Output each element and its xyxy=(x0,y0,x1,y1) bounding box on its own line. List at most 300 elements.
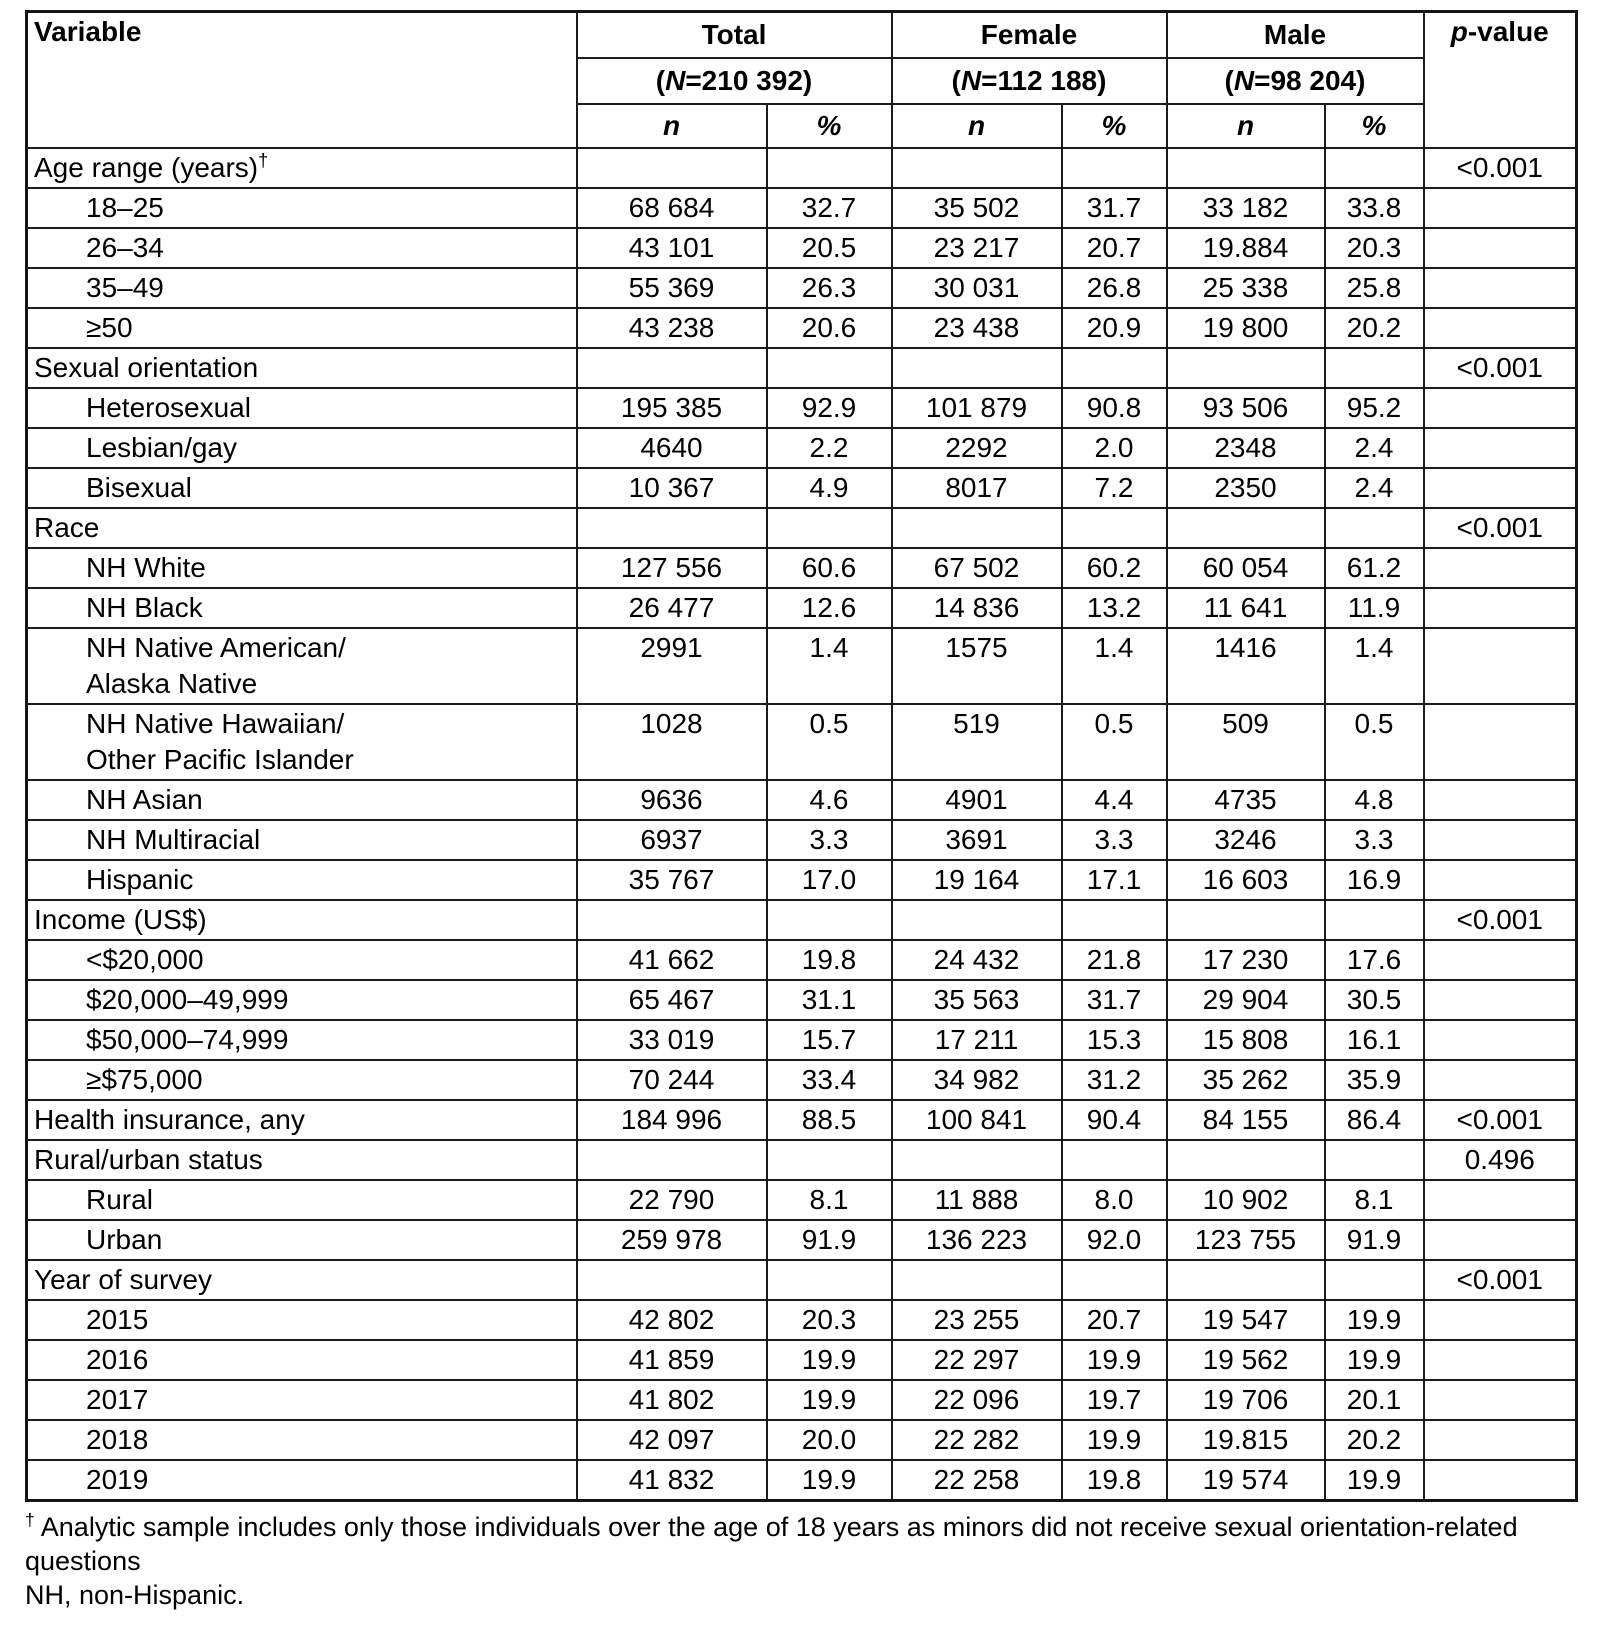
female-pct-cell: 31.7 xyxy=(1062,980,1167,1020)
total-n-cell: 41 662 xyxy=(577,940,767,980)
variable-cell xyxy=(27,228,577,268)
row-label: 26–34 xyxy=(86,231,164,263)
total-pct-cell xyxy=(767,348,892,388)
total-pct-cell: 17.0 xyxy=(767,860,892,900)
row-label: 2016 xyxy=(86,1343,149,1375)
total-pct-cell xyxy=(767,900,892,940)
female-pct-cell: 7.2 xyxy=(1062,468,1167,508)
male-n-cell: 29 904 xyxy=(1167,980,1325,1020)
male-pct-cell: 86.4 xyxy=(1325,1100,1424,1140)
male-pct-cell: 20.2 xyxy=(1325,308,1424,348)
row-label: NH Black xyxy=(86,591,203,623)
male-n-cell: 84 155 xyxy=(1167,1100,1325,1140)
row-label: 2015 xyxy=(86,1303,149,1335)
p-symbol: p xyxy=(1450,16,1468,47)
female-n-cell: 1575 xyxy=(892,628,1062,704)
total-n-cell: 43 101 xyxy=(577,228,767,268)
male-n-cell: 60 054 xyxy=(1167,548,1325,588)
male-pct-cell: 95.2 xyxy=(1325,388,1424,428)
p-value-cell xyxy=(1424,228,1577,268)
paren: ( xyxy=(1224,64,1234,96)
male-n-cell: 4735 xyxy=(1167,780,1325,820)
variable-cell xyxy=(27,548,577,588)
paren: ( xyxy=(951,64,961,96)
male-pct-cell: 25.8 xyxy=(1325,268,1424,308)
row-label: $50,000–74,999 xyxy=(86,1023,289,1055)
p-value-cell: <0.001 xyxy=(1424,348,1577,388)
total-n-cell: 4640 xyxy=(577,428,767,468)
footnote-dagger-text: Analytic sample includes only those individuals over the age of 18 years as minors did not receive sexual orientation-related questions xyxy=(25,1511,1518,1576)
male-pct-cell: 17.6 xyxy=(1325,940,1424,980)
total-pct-cell: 3.3 xyxy=(767,820,892,860)
female-pct-cell: 2.0 xyxy=(1062,428,1167,468)
variable-cell xyxy=(27,428,577,468)
p-value-cell xyxy=(1424,1180,1577,1220)
female-n-cell: 23 255 xyxy=(892,1300,1062,1340)
p-value-cell xyxy=(1424,1020,1577,1060)
total-n-cell: 70 244 xyxy=(577,1060,767,1100)
male-n-cell: 10 902 xyxy=(1167,1180,1325,1220)
total-pct-cell: 88.5 xyxy=(767,1100,892,1140)
male-n-cell: 93 506 xyxy=(1167,388,1325,428)
total-n-cell xyxy=(577,508,767,548)
male-pct-cell: 11.9 xyxy=(1325,588,1424,628)
total-pct-cell: 19.8 xyxy=(767,940,892,980)
male-pct-cell: 16.1 xyxy=(1325,1020,1424,1060)
total-n-header: n xyxy=(577,104,767,148)
female-n-cell: 23 217 xyxy=(892,228,1062,268)
n-symbol: N xyxy=(665,64,686,96)
male-pct-cell: 20.3 xyxy=(1325,228,1424,268)
male-n-cell: 15 808 xyxy=(1167,1020,1325,1060)
column-header-female: Female xyxy=(892,12,1167,58)
total-pct-cell: 0.5 xyxy=(767,704,892,780)
total-n-cell xyxy=(577,900,767,940)
total-pct-cell: 20.6 xyxy=(767,308,892,348)
table-row xyxy=(27,548,1577,588)
female-pct-cell: 19.8 xyxy=(1062,1460,1167,1501)
female-pct-cell xyxy=(1062,1140,1167,1180)
total-n-cell: 41 832 xyxy=(577,1460,767,1501)
p-value-cell xyxy=(1424,428,1577,468)
table-row xyxy=(27,780,1577,820)
female-pct-cell: 19.7 xyxy=(1062,1380,1167,1420)
table-row xyxy=(27,1220,1577,1260)
female-n-cell: 22 096 xyxy=(892,1380,1062,1420)
total-n-cell: 43 238 xyxy=(577,308,767,348)
table-row xyxy=(27,388,1577,428)
row-label: Lesbian/gay xyxy=(86,431,238,463)
table-row xyxy=(27,980,1577,1020)
table-row xyxy=(27,308,1577,348)
p-value-cell xyxy=(1424,588,1577,628)
table-row xyxy=(27,148,1577,188)
male-pct-cell: 19.9 xyxy=(1325,1340,1424,1380)
row-label: 18–25 xyxy=(86,191,164,223)
female-pct-cell: 3.3 xyxy=(1062,820,1167,860)
column-header-p-value xyxy=(1424,12,1577,148)
male-n-cell: 1416 xyxy=(1167,628,1325,704)
p-value-suffix: -value xyxy=(1467,16,1549,47)
male-n-cell: 2348 xyxy=(1167,428,1325,468)
table-row xyxy=(27,228,1577,268)
variable-cell xyxy=(27,1260,577,1300)
variable-cell xyxy=(27,860,577,900)
total-pct-cell: 20.0 xyxy=(767,1420,892,1460)
total-n-cell: 2991 xyxy=(577,628,767,704)
total-n-cell: 10 367 xyxy=(577,468,767,508)
column-header-total: Total xyxy=(577,12,892,58)
p-value-cell xyxy=(1424,548,1577,588)
table-row xyxy=(27,1180,1577,1220)
table-row xyxy=(27,508,1577,548)
total-n-cell: 65 467 xyxy=(577,980,767,1020)
p-value-cell: <0.001 xyxy=(1424,900,1577,940)
demographics-table xyxy=(25,10,1578,1502)
total-count xyxy=(577,58,892,104)
variable-cell xyxy=(27,1140,577,1180)
table-row xyxy=(27,1060,1577,1100)
row-label: Health insurance, any xyxy=(34,1103,305,1135)
row-label: NH Native American/ xyxy=(86,631,346,663)
table-row xyxy=(27,1300,1577,1340)
male-n-cell: 35 262 xyxy=(1167,1060,1325,1100)
male-n-header: n xyxy=(1167,104,1325,148)
variable-cell xyxy=(27,628,577,704)
row-label: Heterosexual xyxy=(86,391,251,423)
total-n-cell xyxy=(577,1140,767,1180)
table-row xyxy=(27,1420,1577,1460)
male-n-cell xyxy=(1167,900,1325,940)
female-pct-cell xyxy=(1062,348,1167,388)
female-n-cell: 22 297 xyxy=(892,1340,1062,1380)
table-header xyxy=(27,12,1577,148)
female-pct-cell: 20.9 xyxy=(1062,308,1167,348)
variable-cell xyxy=(27,1420,577,1460)
female-pct-cell xyxy=(1062,1260,1167,1300)
total-n-cell: 26 477 xyxy=(577,588,767,628)
male-n-cell xyxy=(1167,508,1325,548)
p-value-cell xyxy=(1424,704,1577,780)
p-value-cell xyxy=(1424,1340,1577,1380)
male-pct-cell xyxy=(1325,348,1424,388)
variable-cell xyxy=(27,940,577,980)
male-pct-cell xyxy=(1325,900,1424,940)
female-pct-cell: 20.7 xyxy=(1062,228,1167,268)
row-label: 35–49 xyxy=(86,271,164,303)
row-label-dagger: † xyxy=(258,150,269,171)
female-pct-cell: 17.1 xyxy=(1062,860,1167,900)
female-n-cell xyxy=(892,508,1062,548)
row-label: NH White xyxy=(86,551,206,583)
p-value-cell: <0.001 xyxy=(1424,508,1577,548)
male-n-cell: 509 xyxy=(1167,704,1325,780)
female-pct-cell: 20.7 xyxy=(1062,1300,1167,1340)
female-n-cell: 22 258 xyxy=(892,1460,1062,1501)
variable-cell xyxy=(27,780,577,820)
row-label: Hispanic xyxy=(86,863,194,895)
variable-cell xyxy=(27,1380,577,1420)
row-label: Age range (years) xyxy=(34,151,259,183)
female-pct-cell: 26.8 xyxy=(1062,268,1167,308)
female-pct-cell: 31.2 xyxy=(1062,1060,1167,1100)
female-pct-cell: 19.9 xyxy=(1062,1340,1167,1380)
table-row xyxy=(27,900,1577,940)
female-pct-cell: 31.7 xyxy=(1062,188,1167,228)
total-pct-cell: 19.9 xyxy=(767,1460,892,1501)
male-n-cell xyxy=(1167,148,1325,188)
male-pct-cell: 8.1 xyxy=(1325,1180,1424,1220)
table-row xyxy=(27,1140,1577,1180)
female-n-cell xyxy=(892,1260,1062,1300)
female-pct-cell: 1.4 xyxy=(1062,628,1167,704)
male-n-cell xyxy=(1167,1260,1325,1300)
total-n-cell: 1028 xyxy=(577,704,767,780)
p-value-cell xyxy=(1424,820,1577,860)
footnote-abbreviation: NH, non-Hispanic. xyxy=(25,1579,245,1610)
female-n-cell: 136 223 xyxy=(892,1220,1062,1260)
variable-cell xyxy=(27,980,577,1020)
total-pct-cell xyxy=(767,148,892,188)
male-count xyxy=(1167,58,1424,104)
total-pct-header: % xyxy=(767,104,892,148)
count-value: =210 392) xyxy=(685,64,813,96)
female-pct-cell xyxy=(1062,900,1167,940)
male-pct-cell: 3.3 xyxy=(1325,820,1424,860)
male-pct-cell: 0.5 xyxy=(1325,704,1424,780)
female-n-cell: 8017 xyxy=(892,468,1062,508)
table-row xyxy=(27,1260,1577,1300)
male-n-cell: 19.815 xyxy=(1167,1420,1325,1460)
male-pct-cell: 20.1 xyxy=(1325,1380,1424,1420)
total-n-cell: 195 385 xyxy=(577,388,767,428)
n-symbol: N xyxy=(1233,64,1255,96)
female-n-cell: 22 282 xyxy=(892,1420,1062,1460)
total-pct-cell xyxy=(767,1140,892,1180)
total-pct-cell: 20.5 xyxy=(767,228,892,268)
table-row xyxy=(27,348,1577,388)
male-pct-cell: 19.9 xyxy=(1325,1300,1424,1340)
row-label: 2018 xyxy=(86,1423,149,1455)
male-n-cell xyxy=(1167,348,1325,388)
variable-cell xyxy=(27,1340,577,1380)
male-n-cell: 16 603 xyxy=(1167,860,1325,900)
table-row xyxy=(27,628,1577,704)
row-label: NH Multiracial xyxy=(86,823,261,855)
male-n-cell: 3246 xyxy=(1167,820,1325,860)
row-label: <$20,000 xyxy=(86,943,204,975)
table-row xyxy=(27,588,1577,628)
female-pct-cell: 13.2 xyxy=(1062,588,1167,628)
male-n-cell: 19 547 xyxy=(1167,1300,1325,1340)
male-n-cell: 17 230 xyxy=(1167,940,1325,980)
male-pct-cell: 33.8 xyxy=(1325,188,1424,228)
female-n-cell: 23 438 xyxy=(892,308,1062,348)
row-label: $20,000–49,999 xyxy=(86,983,289,1015)
male-n-cell: 19 562 xyxy=(1167,1340,1325,1380)
variable-cell xyxy=(27,588,577,628)
female-n-cell: 14 836 xyxy=(892,588,1062,628)
variable-cell xyxy=(27,1020,577,1060)
row-label: NH Asian xyxy=(86,783,203,815)
female-n-header: n xyxy=(892,104,1062,148)
male-n-cell: 2350 xyxy=(1167,468,1325,508)
row-label: Urban xyxy=(86,1223,163,1255)
total-pct-cell: 31.1 xyxy=(767,980,892,1020)
female-n-cell: 30 031 xyxy=(892,268,1062,308)
male-pct-cell xyxy=(1325,148,1424,188)
female-n-cell: 35 563 xyxy=(892,980,1062,1020)
female-pct-cell: 21.8 xyxy=(1062,940,1167,980)
female-pct-cell: 0.5 xyxy=(1062,704,1167,780)
row-label: Race xyxy=(34,511,100,543)
count-value: =98 204) xyxy=(1254,64,1366,96)
table-row xyxy=(27,1100,1577,1140)
male-n-cell: 123 755 xyxy=(1167,1220,1325,1260)
male-pct-cell: 30.5 xyxy=(1325,980,1424,1020)
total-n-cell: 127 556 xyxy=(577,548,767,588)
female-n-cell: 19 164 xyxy=(892,860,1062,900)
variable-cell xyxy=(27,1100,577,1140)
female-n-cell xyxy=(892,348,1062,388)
male-pct-cell: 16.9 xyxy=(1325,860,1424,900)
male-pct-cell: 61.2 xyxy=(1325,548,1424,588)
table-row xyxy=(27,428,1577,468)
total-n-cell: 22 790 xyxy=(577,1180,767,1220)
row-label: Income (US$) xyxy=(34,903,207,935)
male-pct-cell: 1.4 xyxy=(1325,628,1424,704)
female-n-cell: 100 841 xyxy=(892,1100,1062,1140)
male-pct-cell xyxy=(1325,508,1424,548)
table-body xyxy=(27,148,1577,1501)
male-pct-cell: 91.9 xyxy=(1325,1220,1424,1260)
table-row xyxy=(27,940,1577,980)
male-n-cell xyxy=(1167,1140,1325,1180)
row-label: Bisexual xyxy=(86,471,192,503)
male-n-cell: 11 641 xyxy=(1167,588,1325,628)
table-row xyxy=(27,1460,1577,1501)
row-label: ≥$75,000 xyxy=(86,1063,203,1095)
variable-cell xyxy=(27,1460,577,1501)
male-pct-cell xyxy=(1325,1140,1424,1180)
male-pct-cell: 2.4 xyxy=(1325,428,1424,468)
total-pct-cell: 20.3 xyxy=(767,1300,892,1340)
row-label: ≥50 xyxy=(86,311,133,343)
total-pct-cell xyxy=(767,1260,892,1300)
female-n-cell xyxy=(892,900,1062,940)
footnotes xyxy=(25,1510,1575,1612)
total-n-cell: 184 996 xyxy=(577,1100,767,1140)
variable-cell xyxy=(27,1180,577,1220)
total-pct-cell: 32.7 xyxy=(767,188,892,228)
female-n-cell: 11 888 xyxy=(892,1180,1062,1220)
dagger-icon: † xyxy=(25,1509,35,1530)
total-pct-cell: 26.3 xyxy=(767,268,892,308)
variable-cell xyxy=(27,820,577,860)
female-n-cell: 519 xyxy=(892,704,1062,780)
male-pct-cell: 20.2 xyxy=(1325,1420,1424,1460)
total-pct-cell: 4.9 xyxy=(767,468,892,508)
variable-cell xyxy=(27,900,577,940)
row-label: Year of survey xyxy=(34,1263,212,1295)
male-n-cell: 25 338 xyxy=(1167,268,1325,308)
female-pct-cell xyxy=(1062,148,1167,188)
table-row xyxy=(27,1340,1577,1380)
female-pct-cell: 19.9 xyxy=(1062,1420,1167,1460)
p-value-cell xyxy=(1424,1060,1577,1100)
male-n-cell: 19 706 xyxy=(1167,1380,1325,1420)
n-symbol: N xyxy=(960,64,982,96)
female-count xyxy=(892,58,1167,104)
variable-cell xyxy=(27,1220,577,1260)
p-value-cell xyxy=(1424,468,1577,508)
female-n-cell: 34 982 xyxy=(892,1060,1062,1100)
p-value-cell: <0.001 xyxy=(1424,1260,1577,1300)
female-pct-cell: 90.8 xyxy=(1062,388,1167,428)
p-value-cell xyxy=(1424,1380,1577,1420)
p-value-cell: <0.001 xyxy=(1424,1100,1577,1140)
table-row xyxy=(27,268,1577,308)
p-value-cell xyxy=(1424,980,1577,1020)
variable-cell xyxy=(27,348,577,388)
total-n-cell: 33 019 xyxy=(577,1020,767,1060)
count-value: =112 188) xyxy=(981,64,1107,96)
total-pct-cell: 15.7 xyxy=(767,1020,892,1060)
p-value-cell: <0.001 xyxy=(1424,148,1577,188)
female-pct-cell: 15.3 xyxy=(1062,1020,1167,1060)
female-pct-cell: 90.4 xyxy=(1062,1100,1167,1140)
footnote-dagger xyxy=(25,1510,1575,1578)
p-value-cell xyxy=(1424,940,1577,980)
variable-cell xyxy=(27,148,577,188)
total-n-cell: 42 802 xyxy=(577,1300,767,1340)
variable-cell xyxy=(27,468,577,508)
total-n-cell xyxy=(577,348,767,388)
variable-cell xyxy=(27,308,577,348)
total-pct-cell: 92.9 xyxy=(767,388,892,428)
p-value-cell xyxy=(1424,1300,1577,1340)
p-value-cell xyxy=(1424,1420,1577,1460)
p-value-cell xyxy=(1424,860,1577,900)
variable-cell xyxy=(27,704,577,780)
variable-cell xyxy=(27,508,577,548)
variable-cell xyxy=(27,388,577,428)
table-row xyxy=(27,468,1577,508)
female-pct-cell: 8.0 xyxy=(1062,1180,1167,1220)
female-n-cell: 101 879 xyxy=(892,388,1062,428)
male-pct-cell: 19.9 xyxy=(1325,1460,1424,1501)
table-row xyxy=(27,820,1577,860)
row-label: 2019 xyxy=(86,1463,149,1495)
total-n-cell: 41 802 xyxy=(577,1380,767,1420)
total-n-cell: 259 978 xyxy=(577,1220,767,1260)
row-label-line2: Other Pacific Islander xyxy=(86,743,354,775)
table-row xyxy=(27,188,1577,228)
female-n-cell: 35 502 xyxy=(892,188,1062,228)
row-label: Sexual orientation xyxy=(34,351,259,383)
female-n-cell: 67 502 xyxy=(892,548,1062,588)
male-pct-cell xyxy=(1325,1260,1424,1300)
female-n-cell: 24 432 xyxy=(892,940,1062,980)
male-n-cell: 19 800 xyxy=(1167,308,1325,348)
female-n-cell xyxy=(892,148,1062,188)
column-header-variable: Variable xyxy=(27,12,577,148)
variable-cell xyxy=(27,268,577,308)
total-n-cell xyxy=(577,148,767,188)
female-pct-cell: 60.2 xyxy=(1062,548,1167,588)
row-label-line2: Alaska Native xyxy=(86,667,258,699)
p-value-cell xyxy=(1424,1220,1577,1260)
